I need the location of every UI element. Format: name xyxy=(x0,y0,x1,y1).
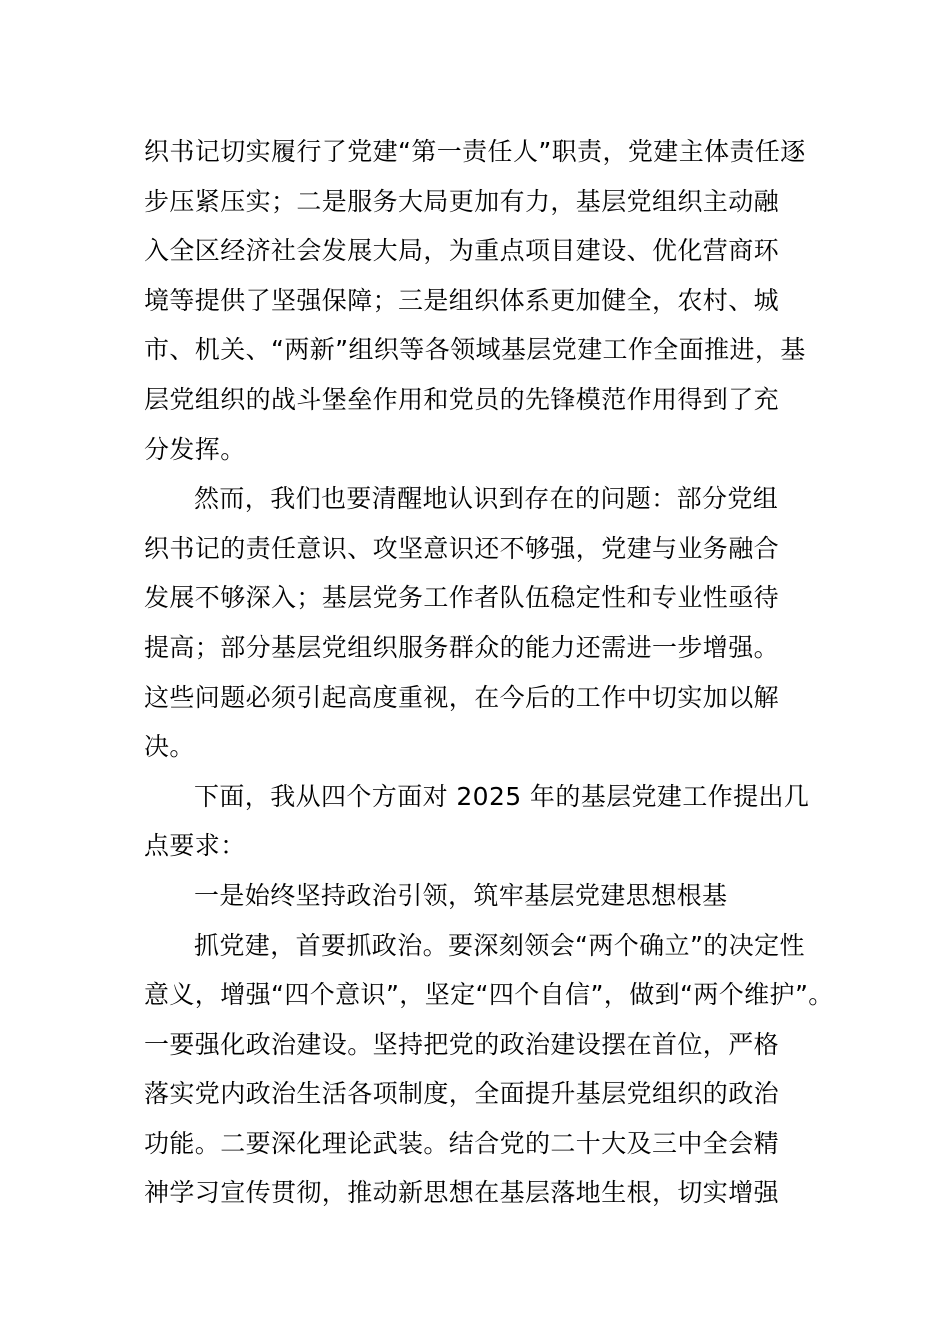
text-line: 这些问题必须引起高度重视，在今后的工作中切实加以解 xyxy=(144,682,780,712)
text-line: 境等提供了坚强保障；三是组织体系更加健全，农村、城 xyxy=(144,285,780,315)
paragraph-start-line: 下面，我从四个方面对 2025 年的基层党建工作提出几 xyxy=(194,781,810,811)
text-line: 点要求： xyxy=(144,831,246,861)
text-line: 提高；部分基层党组织服务群众的能力还需进一步增强。 xyxy=(144,632,780,662)
text-line: 决。 xyxy=(144,732,195,762)
text-line: 发展不够深入；基层党务工作者队伍稳定性和专业性亟待 xyxy=(144,583,780,613)
paragraph-start-line: 抓党建，首要抓政治。要深刻领会“两个确立”的决定性 xyxy=(194,930,805,960)
text-line: 神学习宣传贯彻，推动新思想在基层落地生根，切实增强 xyxy=(144,1178,780,1208)
text-line: 层党组织的战斗堡垒作用和党员的先锋模范作用得到了充 xyxy=(144,384,780,414)
paragraph-start-line: 然而，我们也要清醒地认识到存在的问题：部分党组 xyxy=(194,484,779,514)
text-line: 入全区经济社会发展大局，为重点项目建设、优化营商环 xyxy=(144,236,780,266)
text-line: 意义，增强“四个意识”，坚定“四个自信”，做到“两个维护”。 xyxy=(144,980,834,1010)
text-line: 一要强化政治建设。坚持把党的政治建设摆在首位，严格 xyxy=(144,1029,780,1059)
text-line: 市、机关、“两新”组织等各领域基层党建工作全面推进，基 xyxy=(144,335,806,365)
body-text xyxy=(144,127,834,1218)
text-line: 落实党内政治生活各项制度，全面提升基层党组织的政治 xyxy=(144,1079,780,1109)
text-line: 分发挥。 xyxy=(144,434,246,464)
section-heading: 一是始终坚持政治引领，筑牢基层党建思想根基 xyxy=(194,880,728,910)
text-line: 织书记切实履行了党建“第一责任人”职责，党建主体责任逐 xyxy=(144,137,806,166)
text-line: 功能。二要深化理论武装。结合党的二十大及三中全会精 xyxy=(144,1128,780,1158)
text-line: 步压紧压实；二是服务大局更加有力，基层党组织主动融 xyxy=(144,186,780,216)
text-line: 织书记的责任意识、攻坚意识还不够强，党建与业务融合 xyxy=(144,533,780,563)
